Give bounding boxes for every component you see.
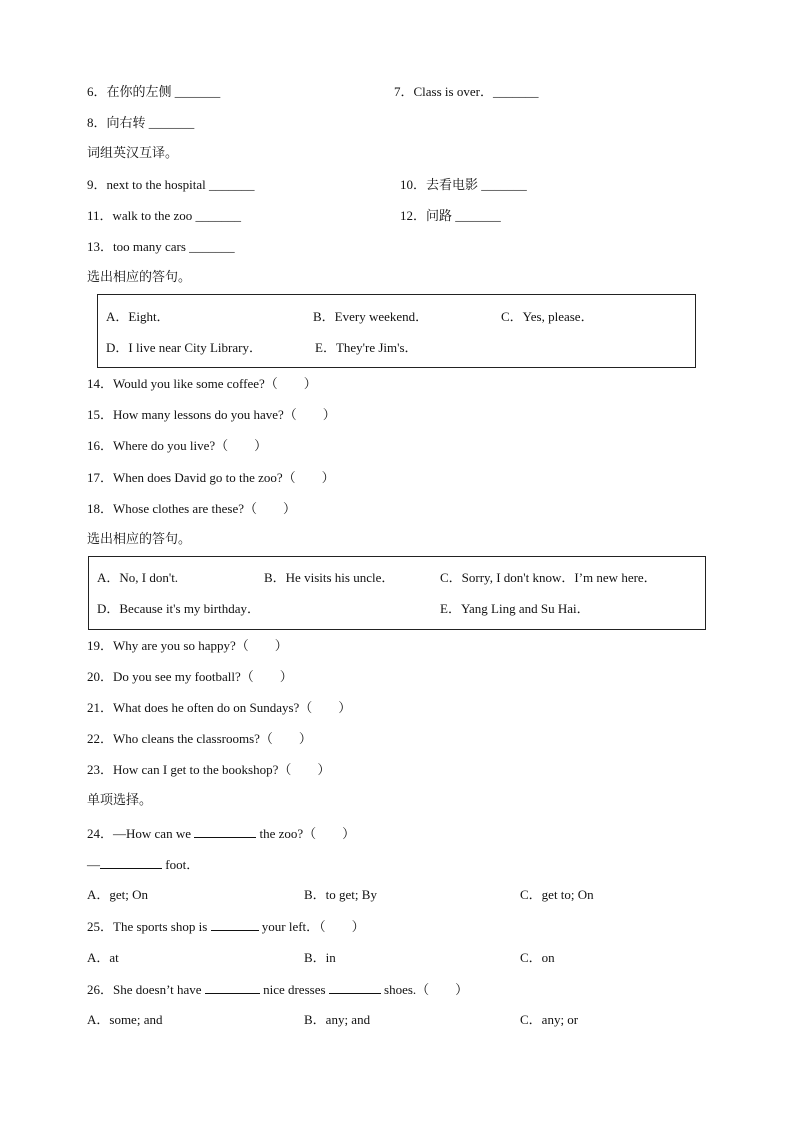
section-heading-match-2: 选出相应的答句。 [87,532,192,547]
q24-option-c: C．get to; On [520,887,594,902]
section-heading-choice: 单项选择。 [87,793,153,808]
question-22: 22．Who cleans the classrooms?（ ） [87,731,312,746]
question-15: 15．How many lessons do you have?（ ） [87,407,336,422]
question-19: 19．Why are you so happy?（ ） [87,638,288,653]
q24-line2-pre: — [87,857,100,872]
section-heading-match-1: 选出相应的答句。 [87,270,192,285]
answer-options-box-1 [97,294,696,368]
question-18: 18．Whose clothes are these?（ ） [87,501,297,516]
question-10: 10．去看电影 _______ [400,177,527,192]
question-13: 13．too many cars _______ [87,239,235,254]
option-c: C．Yes, please． [501,309,594,324]
question-12: 12．问路 _______ [400,208,501,223]
q24-stem-post: the zoo?（ ） [259,826,356,841]
option-b: B．Every weekend． [313,309,429,324]
question-8: 8．向右转 _______ [87,115,195,130]
q25-option-a: A．at [87,950,119,965]
option-d: D．Because it's my birthday． [97,601,261,616]
q24-option-a: A．get; On [87,887,149,902]
q26-blank-1 [205,981,260,994]
option-c: C．Sorry, I don't know．I’m new here． [440,570,657,585]
q26-option-b: B．any; and [304,1012,371,1027]
option-a: A．No, I don't. [97,570,179,585]
answer-options-box-2 [88,556,706,630]
section-heading-translate: 词组英汉互译。 [87,146,179,161]
option-e: E．They're Jim's． [315,340,418,355]
question-14: 14．Would you like some coffee?（ ） [87,376,317,391]
question-24 [87,825,355,842]
question-20: 20．Do you see my football?（ ） [87,669,293,684]
q26-blank-2 [329,981,381,994]
q24-stem-pre: 24．—How can we [87,826,191,841]
q24-option-b: B．to get; By [304,887,377,902]
q26-stem-mid: nice dresses [263,982,326,997]
question-7: 7．Class is over．_______ [394,84,539,99]
question-9: 9．next to the hospital _______ [87,177,255,192]
option-d: D．I live near City Library． [106,340,262,355]
q26-stem-post: shoes.（ ） [384,982,469,997]
question-25 [87,918,365,935]
q24-blank [194,825,256,838]
option-b: B．He visits his uncle． [264,570,395,585]
q24-line2-post: foot． [165,857,200,872]
q25-option-b: B．in [304,950,336,965]
question-26 [87,981,468,998]
q24-blank-2 [100,856,162,869]
q26-option-a: A．some; and [87,1012,163,1027]
q25-stem-pre: 25．The sports shop is [87,919,208,934]
q26-stem-pre: 26．She doesn’t have [87,982,202,997]
question-11: 11．walk to the zoo _______ [87,208,242,223]
q25-blank [211,918,259,931]
q26-option-c: C．any; or [520,1012,579,1027]
question-16: 16．Where do you live?（ ） [87,438,268,453]
q25-stem-post: your left．（ ） [261,919,365,934]
q25-option-c: C．on [520,950,555,965]
question-21: 21．What does he often do on Sundays?（ ） [87,700,352,715]
question-17: 17．When does David go to the zoo?（ ） [87,470,335,485]
question-6: 6．在你的左侧 _______ [87,84,221,99]
question-23: 23．How can I get to the bookshop?（ ） [87,762,331,777]
question-24-line2 [87,856,199,873]
option-a: A．Eight． [106,309,170,324]
option-e: E．Yang Ling and Su Hai． [440,601,590,616]
